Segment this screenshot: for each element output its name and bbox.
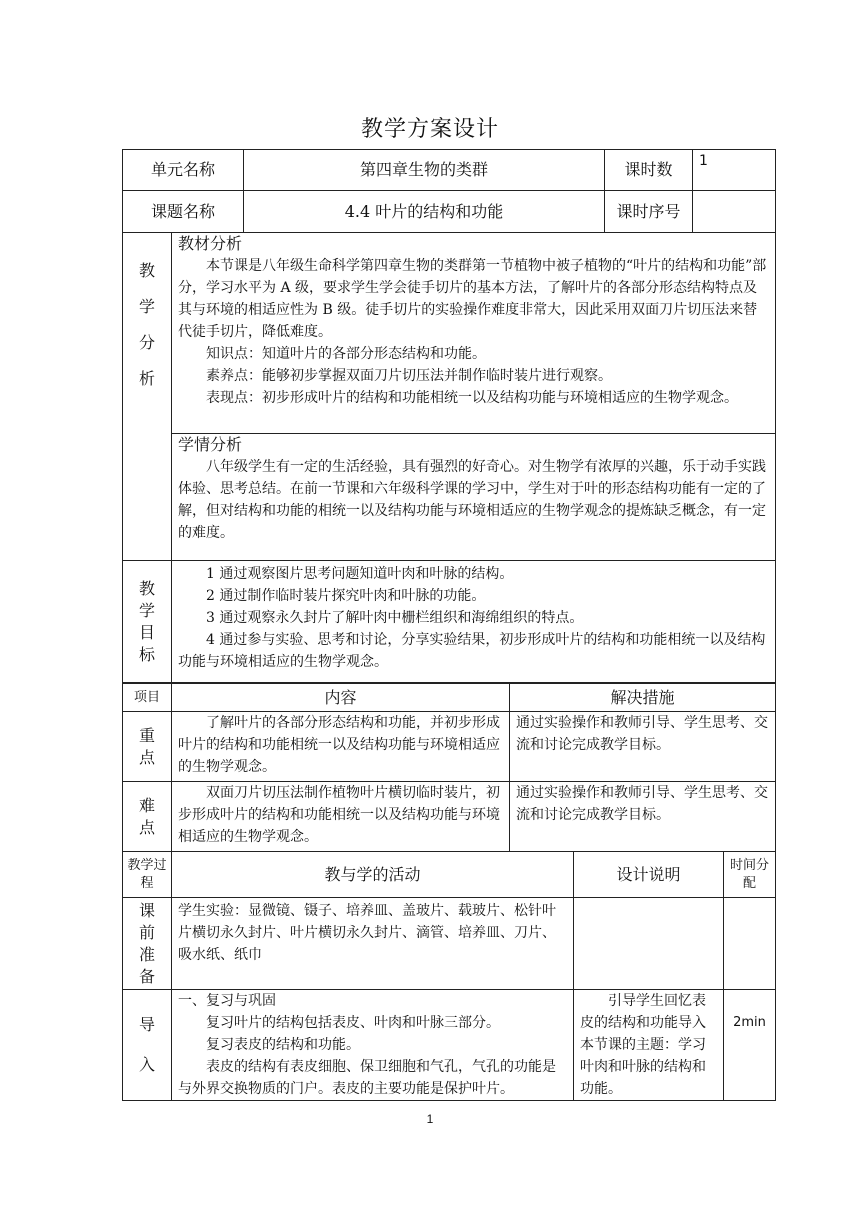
goal-item: 2 通过制作临时装片探究叶肉和叶脉的功能。 (206, 588, 486, 604)
difficult-point-content: 双面刀片切压法制作植物叶片横切临时装片，初步形成叶片的结构和功能相统一以及结构功能与环境相适应的生物学观念。 (172, 782, 510, 852)
intro-title: 一、复习与巩固 (178, 993, 276, 1009)
plan-table (122, 149, 776, 683)
goals-label: 教 学 目 标 (123, 561, 172, 683)
material-para: 表现点：初步形成叶片的结构和功能相统一以及结构功能与环境相适应的生物学观念。 (206, 390, 738, 406)
intro-para: 复习叶片的结构包括表皮、叶肉和叶脉三部分。 (206, 1015, 500, 1031)
intro-activity (172, 990, 574, 1101)
hours-label: 课时数 (605, 150, 693, 191)
col-design: 设计说明 (574, 852, 724, 898)
col-item: 项目 (123, 684, 172, 712)
student-para: 八年级学生有一定的生活经验，具有强烈的好奇心。对生物学有浓厚的兴趣，乐于动手实践体验、思考总结。在前一节课和六年级科学课的学习中，学生对于叶的形态结构功能有一定的了解，但对结构和功能的相统一以及结构功能与环境相适应的生物学观念的提炼缺乏概念，有一定的难度。 (178, 459, 766, 541)
goal-item: 4 通过参与实验、思考和讨论，分享实验结果，初步形成叶片的结构和功能相统一以及结构功能与环境相适应的生物学观念。 (178, 632, 766, 670)
difficult-point-label: 难 点 (123, 782, 172, 852)
prep-design (574, 898, 724, 990)
page-number: 1 (426, 1112, 434, 1126)
intro-para: 表皮的结构有表皮细胞、保卫细胞和气孔，气孔的功能是与外界交换物质的门户。表皮的主要功能是保护叶片。 (178, 1059, 556, 1097)
key-point-solution: 通过实验操作和教师引导、学生思考、交流和讨论完成教学目标。 (510, 712, 776, 782)
col-time: 时间分配 (724, 852, 776, 898)
intro-label: 导 入 (123, 990, 172, 1101)
hours-value: 1 (693, 150, 776, 191)
keypoints-table (122, 683, 776, 852)
topic-value: 4.4 叶片的结构和功能 (244, 191, 605, 233)
material-para: 素养点：能够初步掌握双面刀片切压法并制作临时装片进行观察。 (206, 368, 612, 384)
student-analysis (172, 434, 776, 561)
goal-item: 3 通过观察永久封片了解叶肉中栅栏组织和海绵组织的特点。 (206, 610, 584, 626)
key-point-content: 了解叶片的各部分形态结构和功能，并初步形成叶片的结构和功能相统一以及结构功能与环境相适应的生物学观念。 (172, 712, 510, 782)
intro-para: 复习表皮的结构和功能。 (206, 1037, 360, 1053)
prep-activity: 学生实验：显微镜、镊子、培养皿、盖玻片、载玻片、松针叶片横切永久封片、叶片横切永久封片、滴管、培养皿、刀片、吸水纸、纸巾 (172, 898, 574, 990)
intro-design: 引导学生回忆表皮的结构和功能导入本节课的主题：学习叶肉和叶脉的结构和功能。 (574, 990, 724, 1101)
student-title: 学情分析 (178, 435, 243, 454)
order-value (693, 191, 776, 233)
unit-label: 单元名称 (123, 150, 244, 191)
material-para: 本节课是八年级生命科学第四章生物的类群第一节植物中被子植物的“叶片的结构和功能”部分，学习水平为 A 级，要求学生学会徒手切片的基本方法，了解叶片的各部分形态结构特点及其与环境的相适应性为 B 级。徒手切片的实验操作难度非常大，因此采用双面刀片切压法来替代徒手切片，降低难度。 (178, 258, 767, 340)
topic-label: 课题名称 (123, 191, 244, 233)
intro-time: 2min (724, 990, 776, 1101)
difficult-point-solution: 通过实验操作和教师引导、学生思考、交流和讨论完成教学目标。 (510, 782, 776, 852)
material-analysis (172, 233, 776, 434)
material-para: 知识点：知道叶片的各部分形态结构和功能。 (206, 346, 486, 362)
col-process: 教学过程 (123, 852, 172, 898)
goal-item: 1 通过观察图片思考问题知道叶肉和叶脉的结构。 (206, 566, 514, 582)
prep-label: 课 前 准 备 (123, 898, 172, 990)
document-title: 教学方案设计 (360, 117, 499, 142)
goals-list (172, 561, 776, 683)
material-title: 教材分析 (178, 234, 243, 253)
key-point-label: 重 点 (123, 712, 172, 782)
analysis-label: 教 学 分 析 (123, 233, 172, 561)
unit-value: 第四章生物的类群 (244, 150, 605, 191)
col-solution: 解决措施 (510, 684, 776, 712)
order-label: 课时序号 (605, 191, 693, 233)
prep-time (724, 898, 776, 990)
col-activity: 教与学的活动 (172, 852, 574, 898)
process-table (122, 851, 776, 1101)
col-content: 内容 (172, 684, 510, 712)
